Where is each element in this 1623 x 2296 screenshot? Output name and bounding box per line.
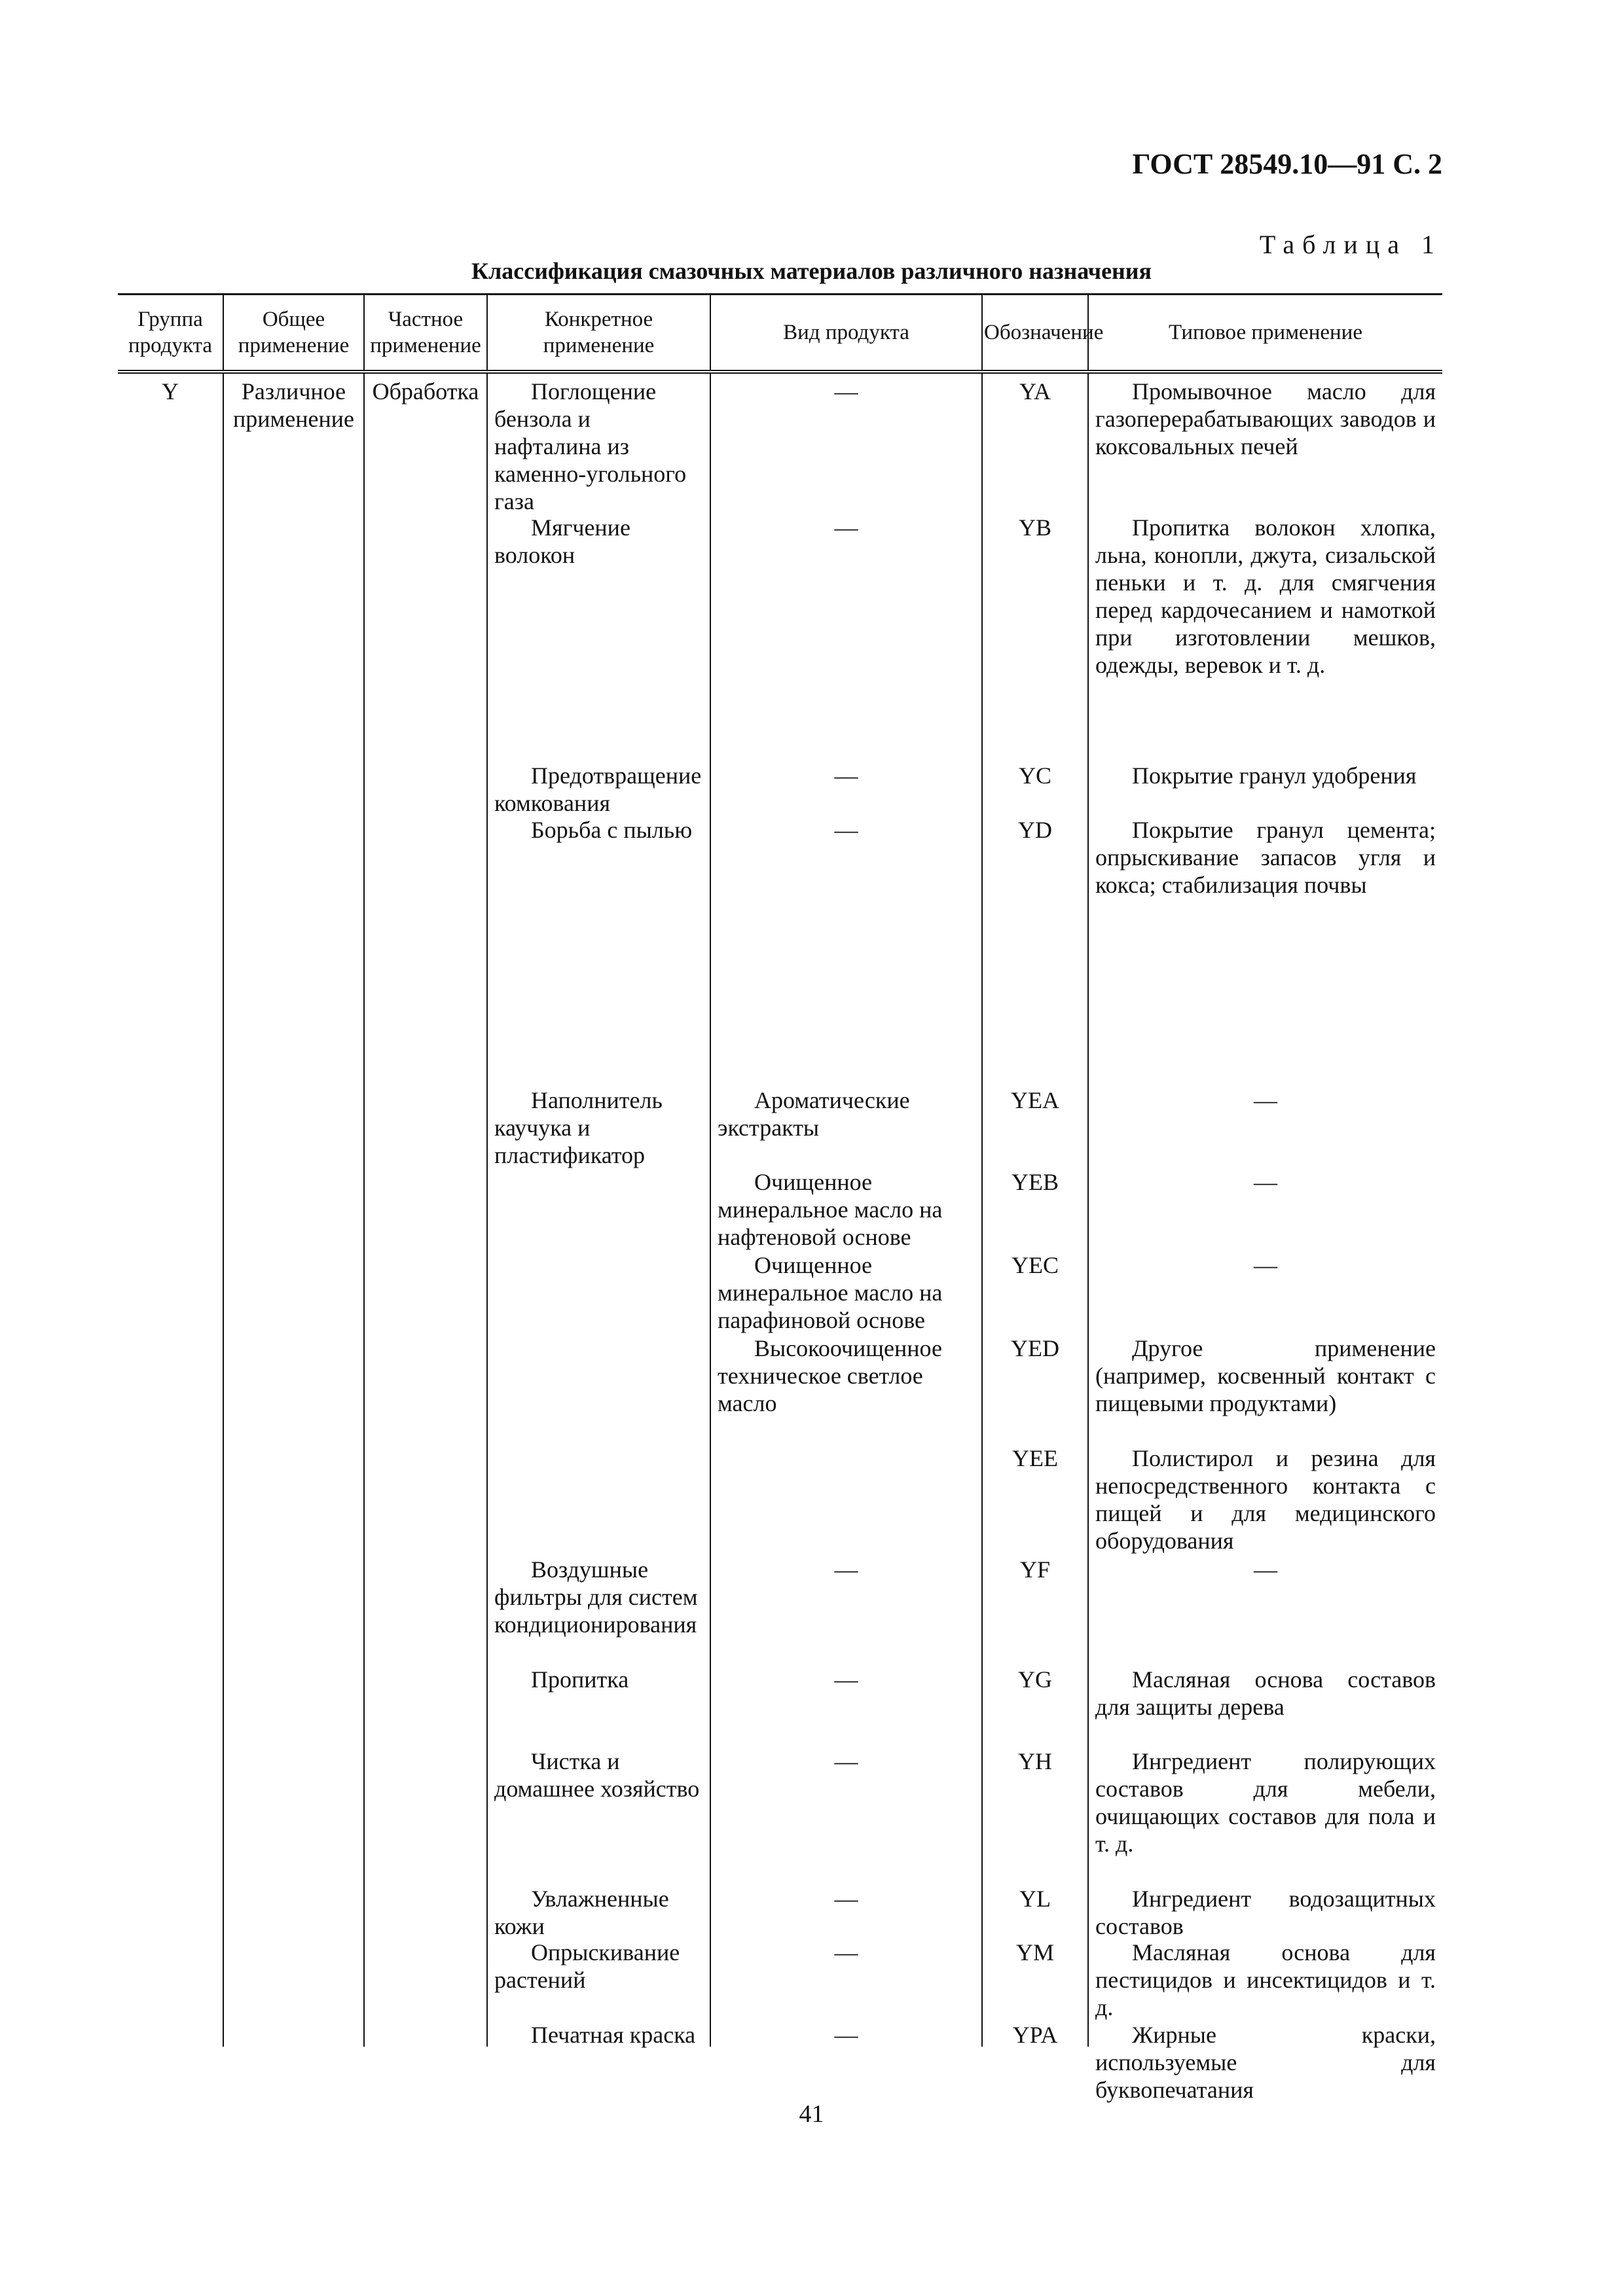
group-value: Y: [162, 378, 179, 404]
code-text: YF: [1019, 1556, 1051, 1583]
typical-text: Ингредиент полирующих составов для мебели, очищающих составов для пола и т. д.: [1095, 1748, 1436, 1857]
code-text: YM: [1015, 1939, 1054, 1965]
code-text: YD: [1018, 817, 1052, 843]
cell-product: [710, 372, 982, 2047]
typical-text: —: [1254, 1169, 1277, 1195]
specific-text: Увлажненные кожи: [494, 1886, 669, 1939]
col-header-general: Общее применение: [223, 295, 364, 372]
code-text: YA: [1019, 378, 1051, 404]
particular-value: Обработка: [372, 378, 479, 404]
specific-text: Наполнитель каучука и пластификатор: [494, 1087, 663, 1168]
specific-text: Печатная краска: [531, 2022, 696, 2048]
product-text: —: [834, 1666, 858, 1693]
typical-text: —: [1254, 1087, 1277, 1113]
col-header-particular: Частное применение: [364, 295, 487, 372]
product-text: —: [834, 817, 858, 843]
typical-text: —: [1254, 1556, 1277, 1583]
specific-text: Воздушные фильтры для систем кондиционирования: [494, 1556, 698, 1638]
specific-text: Предотвращение комкования: [494, 762, 702, 816]
specific-text: Пропитка: [531, 1666, 629, 1693]
product-text: —: [834, 378, 858, 404]
product-text: —: [834, 2022, 858, 2048]
typical-text: Покрытие гранул цемента; опрыскивание запасов угля и кокса; стабилизация почвы: [1095, 817, 1436, 898]
typical-text: Масляная основа составов для защиты дерева: [1095, 1666, 1436, 1720]
code-text: YEC: [1012, 1252, 1059, 1278]
product-text: Высокоочищенное техническое светлое масло: [718, 1335, 942, 1416]
product-text: —: [834, 514, 858, 541]
general-value: Различное применение: [232, 378, 355, 432]
typical-text: Покрытие гранул удобрения: [1132, 762, 1417, 789]
classification-table: [118, 293, 1442, 2103]
col-header-specific: Конкретное применение: [487, 295, 710, 372]
product-text: —: [834, 1886, 858, 1912]
product-text: —: [834, 1748, 858, 1774]
specific-text: Опрыскивание растений: [494, 1939, 680, 1993]
code-text: YPA: [1012, 2022, 1058, 2048]
typical-text: Другое применение (например, косвенный контакт с пищевыми продуктами): [1095, 1335, 1436, 1416]
col-header-product: Вид продукта: [710, 295, 982, 372]
table-number: Таблица 1: [1259, 230, 1442, 259]
page-number: 41: [799, 2100, 824, 2128]
product-text: Очищенное минеральное масло на парафиновой основе: [718, 1252, 943, 1333]
code-text: YED: [1011, 1335, 1059, 1361]
code-text: YB: [1018, 514, 1051, 541]
typical-text: —: [1254, 1252, 1277, 1278]
typical-text: Масляная основа для пестицидов и инсектицидов и т. д.: [1095, 1939, 1436, 2020]
cell-typical: [1088, 372, 1442, 2103]
code-text: YL: [1019, 1886, 1051, 1912]
specific-text: Чистка и домашнее хозяйство: [494, 1748, 700, 1802]
product-text: —: [834, 1939, 858, 1965]
specific-text: Борьба с пылью: [531, 817, 693, 843]
typical-text: Промывочное масло для газоперерабатывающих заводов и коксовальных печей: [1095, 378, 1436, 459]
cell-specific: [487, 372, 710, 2047]
code-text: YG: [1018, 1666, 1052, 1693]
cell-particular: [364, 372, 487, 2047]
table-body-row: [118, 372, 1442, 2047]
specific-text: Мягчение волокон: [494, 514, 630, 568]
col-header-group: Группа продукта: [118, 295, 223, 372]
col-header-code: Обозначение: [982, 295, 1088, 372]
code-text: YEE: [1012, 1445, 1058, 1471]
cell-code: [982, 372, 1088, 2047]
typical-text: Ингредиент водозащитных составов: [1095, 1886, 1436, 1939]
table-header-row: [118, 295, 1442, 372]
cell-general: [223, 372, 364, 2047]
table-caption: Классификация смазочных материалов различного назначения: [471, 258, 1152, 284]
col-header-typical: Типовое применение: [1088, 295, 1442, 372]
product-text: —: [834, 762, 858, 789]
document-reference: ГОСТ 28549.10—91 С. 2: [1132, 148, 1442, 180]
code-text: YEB: [1012, 1169, 1059, 1195]
code-text: YEA: [1011, 1087, 1059, 1113]
product-text: Очищенное минеральное масло на нафтеновой основе: [718, 1169, 943, 1250]
specific-text: Поглощение бензола и нафталина из каменно-угольного газа: [494, 378, 687, 514]
code-text: YC: [1018, 762, 1051, 789]
code-text: YH: [1018, 1748, 1052, 1774]
typical-text: Полистирол и резина для непосредственного контакта с пищей и для медицинского оборудования: [1095, 1445, 1436, 1554]
typical-text: Пропитка волокон хлопка, льна, конопли, джута, сизальской пеньки и т. д. для смягчения перед кардочесанием и намоткой при изготовлении мешков, одежды, веревок и т. д.: [1095, 514, 1436, 678]
product-text: Ароматические экстракты: [718, 1087, 910, 1141]
typical-text: Жирные краски, используемые для буквопечатания: [1095, 2022, 1436, 2103]
cell-group: [118, 372, 223, 2047]
product-text: —: [834, 1556, 858, 1583]
